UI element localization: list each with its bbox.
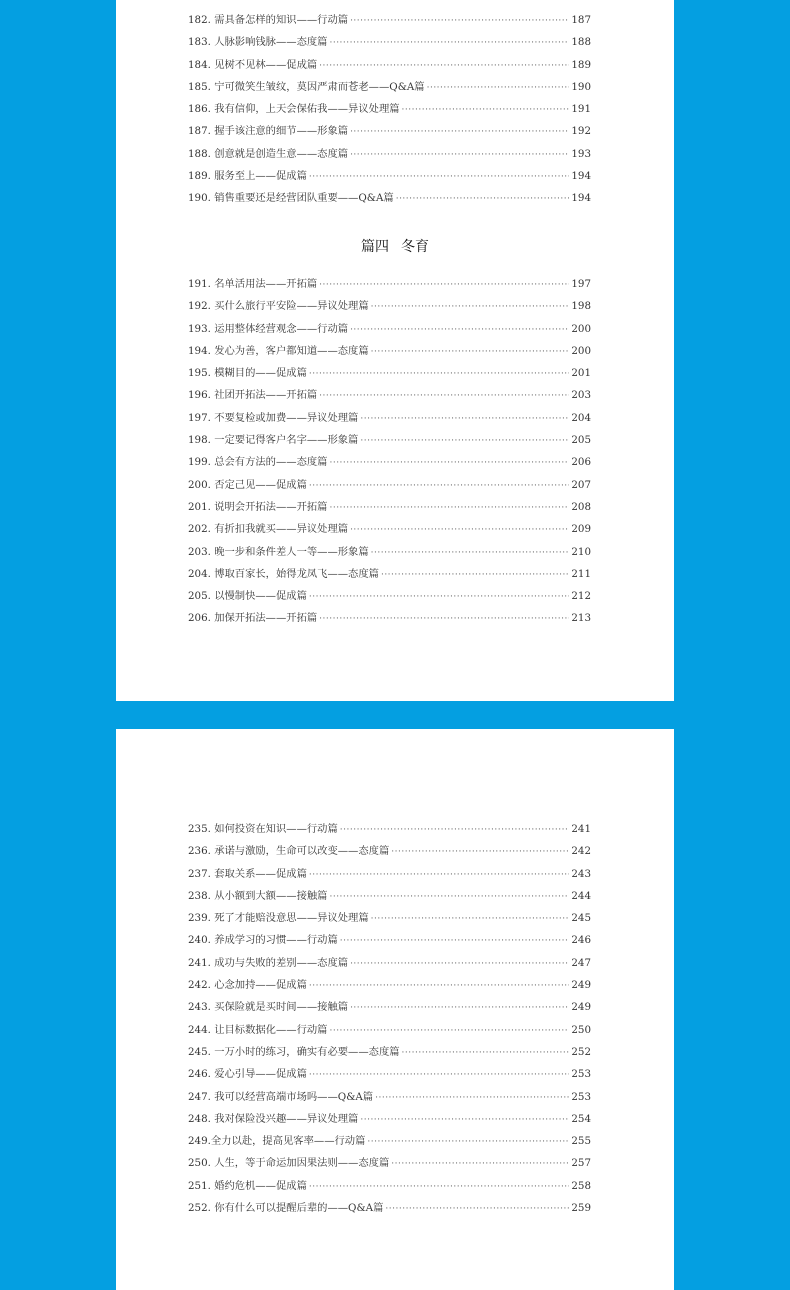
dot-leader (391, 1153, 569, 1175)
toc-entry-title: 206. 加保开拓法——开拓篇 (188, 612, 318, 625)
toc-entry-title: 204. 博取百家长，始得龙凤飞——态度篇 (188, 567, 379, 580)
dot-leader (319, 385, 569, 407)
dot-leader (350, 997, 569, 1019)
toc-entry-title: 237. 套取关系——促成篇 (188, 867, 307, 880)
dot-leader (371, 908, 570, 930)
toc-entry (188, 518, 591, 540)
dot-leader (309, 166, 569, 188)
dot-leader (340, 819, 570, 841)
toc-entry-page: 189 (571, 58, 591, 71)
dot-leader (309, 975, 569, 997)
toc-entry-page: 191 (571, 103, 591, 116)
toc-entry (188, 76, 591, 98)
toc-entry-title: 205. 以慢制快——促成篇 (188, 590, 307, 603)
toc-entry-page: 201 (571, 367, 591, 380)
toc-entry-page: 212 (571, 590, 591, 603)
toc-entry-page: 253 (571, 1068, 591, 1081)
toc-entry (188, 318, 591, 340)
toc-entry-title: 182. 需具备怎样的知识——行动篇 (188, 14, 349, 26)
toc-entry (188, 451, 591, 473)
toc-entry-title: 203. 晚一步和条件差人一等——形象篇 (188, 545, 369, 558)
toc-entry-page: 207 (571, 478, 591, 491)
toc-list-top (188, 9, 591, 210)
toc-entry-title: 248. 我对保险没兴趣——异议处理篇 (188, 1112, 359, 1125)
toc-entry-title: 244. 让目标数据化——行动篇 (188, 1023, 328, 1036)
toc-entry-title: 188. 创意就是创造生意——态度篇 (188, 147, 349, 160)
dot-leader (329, 497, 569, 519)
toc-entry-page: 211 (571, 567, 591, 580)
dot-leader (329, 886, 569, 908)
toc-list-page2 (188, 818, 591, 1219)
toc-entry-page: 250 (571, 1023, 591, 1036)
toc-entry-title: 192. 买什么旅行平安险——异议处理篇 (188, 300, 369, 313)
toc-entry-title: 200. 否定己见——促成篇 (188, 478, 307, 491)
toc-entry-page: 252 (571, 1045, 591, 1058)
toc-entry-page: 253 (571, 1090, 591, 1103)
toc-entry (188, 340, 591, 362)
toc-entry-page: 194 (571, 170, 591, 183)
toc-entry-title: 241. 成功与失败的差别——态度篇 (188, 956, 349, 969)
toc-entry-page: 255 (571, 1135, 591, 1148)
toc-entry-title: 249.全力以赴，提高见客率——行动篇 (188, 1135, 366, 1148)
toc-entry-page: 210 (571, 545, 591, 558)
toc-entry-page: 203 (571, 389, 591, 402)
dot-leader (350, 121, 569, 143)
toc-entry-page: 259 (571, 1202, 591, 1215)
toc-entry-title: 196. 社团开拓法——开拓篇 (188, 389, 318, 402)
dot-leader (375, 1087, 569, 1109)
toc-entry-title: 199. 总会有方法的——态度篇 (188, 456, 328, 469)
dot-leader (381, 564, 569, 586)
toc-entry (188, 840, 591, 862)
dot-leader (319, 274, 569, 296)
toc-entry (188, 1197, 591, 1219)
toc-entry-page: 200 (571, 344, 591, 357)
dot-leader (350, 144, 569, 166)
toc-entry-title: 201. 说明会开拓法——开拓篇 (188, 500, 328, 513)
toc-entry-title: 189. 服务至上——促成篇 (188, 170, 307, 183)
toc-entry-page: 244 (571, 889, 591, 902)
toc-entry-title: 240. 养成学习的习惯——行动篇 (188, 934, 338, 947)
toc-entry-title: 247. 我可以经营高端市场吗——Q&A篇 (188, 1090, 374, 1103)
toc-entry-page: 258 (571, 1179, 591, 1192)
toc-entry (188, 362, 591, 384)
toc-entry-page: 243 (571, 867, 591, 880)
toc-entry-page: 213 (571, 612, 591, 625)
toc-entry (188, 563, 591, 585)
toc-entry (188, 474, 591, 496)
toc-entry-page: 190 (571, 80, 591, 93)
dot-leader (350, 953, 569, 975)
toc-entry (188, 407, 591, 429)
dot-leader (309, 586, 569, 608)
dot-leader (396, 188, 570, 210)
toc-entry (188, 429, 591, 451)
toc-entry (188, 1108, 591, 1130)
toc-entry (188, 541, 591, 563)
toc-entry (188, 1019, 591, 1041)
toc-entry-title: 243. 买保险就是买时间——接触篇 (188, 1001, 349, 1014)
toc-list-bottom (188, 273, 591, 630)
section-part: 篇四 (361, 239, 389, 255)
toc-entry-page: 241 (571, 823, 591, 835)
toc-entry-page: 204 (571, 411, 591, 424)
toc-entry-title: 194. 发心为善，客户都知道——态度篇 (188, 344, 369, 357)
dot-leader (319, 55, 569, 77)
dot-leader (309, 1176, 569, 1198)
toc-entry-page: 246 (571, 934, 591, 947)
toc-entry-page: 192 (571, 125, 591, 138)
toc-entry-page: 254 (571, 1112, 591, 1125)
toc-entry (188, 273, 591, 295)
toc-entry-title: 245. 一万小时的练习，确实有必要——态度篇 (188, 1045, 400, 1058)
dot-leader (371, 296, 570, 318)
dot-leader (309, 864, 569, 886)
toc-entry (188, 1086, 591, 1108)
section-name: 冬育 (401, 239, 429, 255)
toc-entry (188, 974, 591, 996)
toc-entry-page: 249 (571, 979, 591, 992)
toc-entry (188, 952, 591, 974)
toc-entry (188, 31, 591, 53)
toc-entry-page: 242 (571, 845, 591, 858)
dot-leader (309, 475, 569, 497)
toc-entry-page: 205 (571, 434, 591, 447)
toc-entry-title: 236. 承诺与激励，生命可以改变——态度篇 (188, 845, 390, 858)
toc-entry-title: 239. 死了才能赔没意思——异议处理篇 (188, 912, 369, 925)
toc-entry-title: 238. 从小额到大额——接触篇 (188, 889, 328, 902)
dot-leader (329, 452, 569, 474)
toc-entry-title: 246. 爱心引导——促成篇 (188, 1068, 307, 1081)
toc-entry (188, 187, 591, 209)
toc-entry (188, 996, 591, 1018)
dot-leader (391, 841, 569, 863)
toc-entry (188, 143, 591, 165)
toc-entry-page: 193 (571, 147, 591, 160)
dot-leader (367, 1131, 569, 1153)
dot-leader (329, 32, 569, 54)
toc-entry-page: 245 (571, 912, 591, 925)
dot-leader (309, 363, 569, 385)
toc-page-2 (116, 729, 674, 1290)
dot-leader (350, 10, 569, 32)
toc-entry-title: 184. 见树不见林——促成篇 (188, 58, 318, 71)
dot-leader (402, 99, 570, 121)
dot-leader (309, 1064, 569, 1086)
toc-entry-title: 251. 婚约危机——促成篇 (188, 1179, 307, 1192)
toc-entry (188, 384, 591, 406)
toc-entry-title: 195. 模糊目的——促成篇 (188, 367, 307, 380)
toc-entry (188, 907, 591, 929)
toc-entry (188, 9, 591, 31)
toc-entry-page: 188 (571, 36, 591, 49)
toc-entry (188, 1130, 591, 1152)
dot-leader (350, 519, 569, 541)
dot-leader (385, 1198, 569, 1220)
toc-entry-page: 257 (571, 1157, 591, 1170)
toc-entry-title: 252. 你有什么可以提醒后辈的——Q&A篇 (188, 1202, 384, 1215)
toc-entry (188, 1063, 591, 1085)
dot-leader (371, 542, 570, 564)
toc-entry-title: 250. 人生，等于命运加因果法则——态度篇 (188, 1157, 390, 1170)
toc-entry-title: 242. 心念加持——促成篇 (188, 979, 307, 992)
dot-leader (340, 930, 570, 952)
toc-entry-title: 197. 不要复检或加费——异议处理篇 (188, 411, 359, 424)
toc-entry-title: 183. 人脉影响钱脉——态度篇 (188, 36, 328, 49)
dot-leader (360, 430, 569, 452)
toc-entry (188, 863, 591, 885)
toc-entry-page: 208 (571, 500, 591, 513)
toc-entry-page: 200 (571, 322, 591, 335)
toc-entry-title: 235. 如何投资在知识——行动篇 (188, 823, 338, 835)
toc-entry-page: 194 (571, 192, 591, 205)
toc-entry-page: 249 (571, 1001, 591, 1014)
toc-page-1 (116, 0, 674, 701)
toc-entry (188, 1152, 591, 1174)
toc-entry (188, 54, 591, 76)
toc-entry (188, 585, 591, 607)
dot-leader (427, 77, 570, 99)
dot-leader (360, 408, 569, 430)
toc-entry (188, 1041, 591, 1063)
toc-entry-title: 191. 名单活用法——开拓篇 (188, 278, 318, 290)
section-heading (116, 236, 674, 256)
toc-entry-title: 190. 销售重要还是经营团队重要——Q&A篇 (188, 192, 394, 205)
toc-entry (188, 120, 591, 142)
toc-entry-title: 198. 一定要记得客户名字——形象篇 (188, 434, 359, 447)
toc-entry-page: 187 (571, 14, 591, 26)
toc-entry (188, 496, 591, 518)
toc-entry (188, 818, 591, 840)
dot-leader (360, 1109, 569, 1131)
dot-leader (371, 341, 570, 363)
toc-entry-title: 193. 运用整体经营观念——行动篇 (188, 322, 349, 335)
toc-entry-page: 247 (571, 956, 591, 969)
toc-entry-title: 185. 宁可微笑生皱纹，莫因严肃而苍老——Q&A篇 (188, 80, 425, 93)
toc-entry (188, 165, 591, 187)
toc-entry (188, 1175, 591, 1197)
toc-entry-page: 206 (571, 456, 591, 469)
toc-entry (188, 295, 591, 317)
toc-entry-title: 202. 有折扣我就买——异议处理篇 (188, 523, 349, 536)
toc-entry-title: 186. 我有信仰，上天会保佑我——异议处理篇 (188, 103, 400, 116)
toc-entry (188, 607, 591, 629)
toc-entry-page: 198 (571, 300, 591, 313)
toc-entry (188, 929, 591, 951)
toc-entry (188, 98, 591, 120)
toc-entry-page: 197 (571, 278, 591, 290)
toc-entry-title: 187. 握手该注意的细节——形象篇 (188, 125, 349, 138)
dot-leader (319, 608, 569, 630)
toc-entry-page: 209 (571, 523, 591, 536)
toc-entry (188, 885, 591, 907)
dot-leader (402, 1042, 570, 1064)
dot-leader (350, 319, 569, 341)
dot-leader (329, 1020, 569, 1042)
